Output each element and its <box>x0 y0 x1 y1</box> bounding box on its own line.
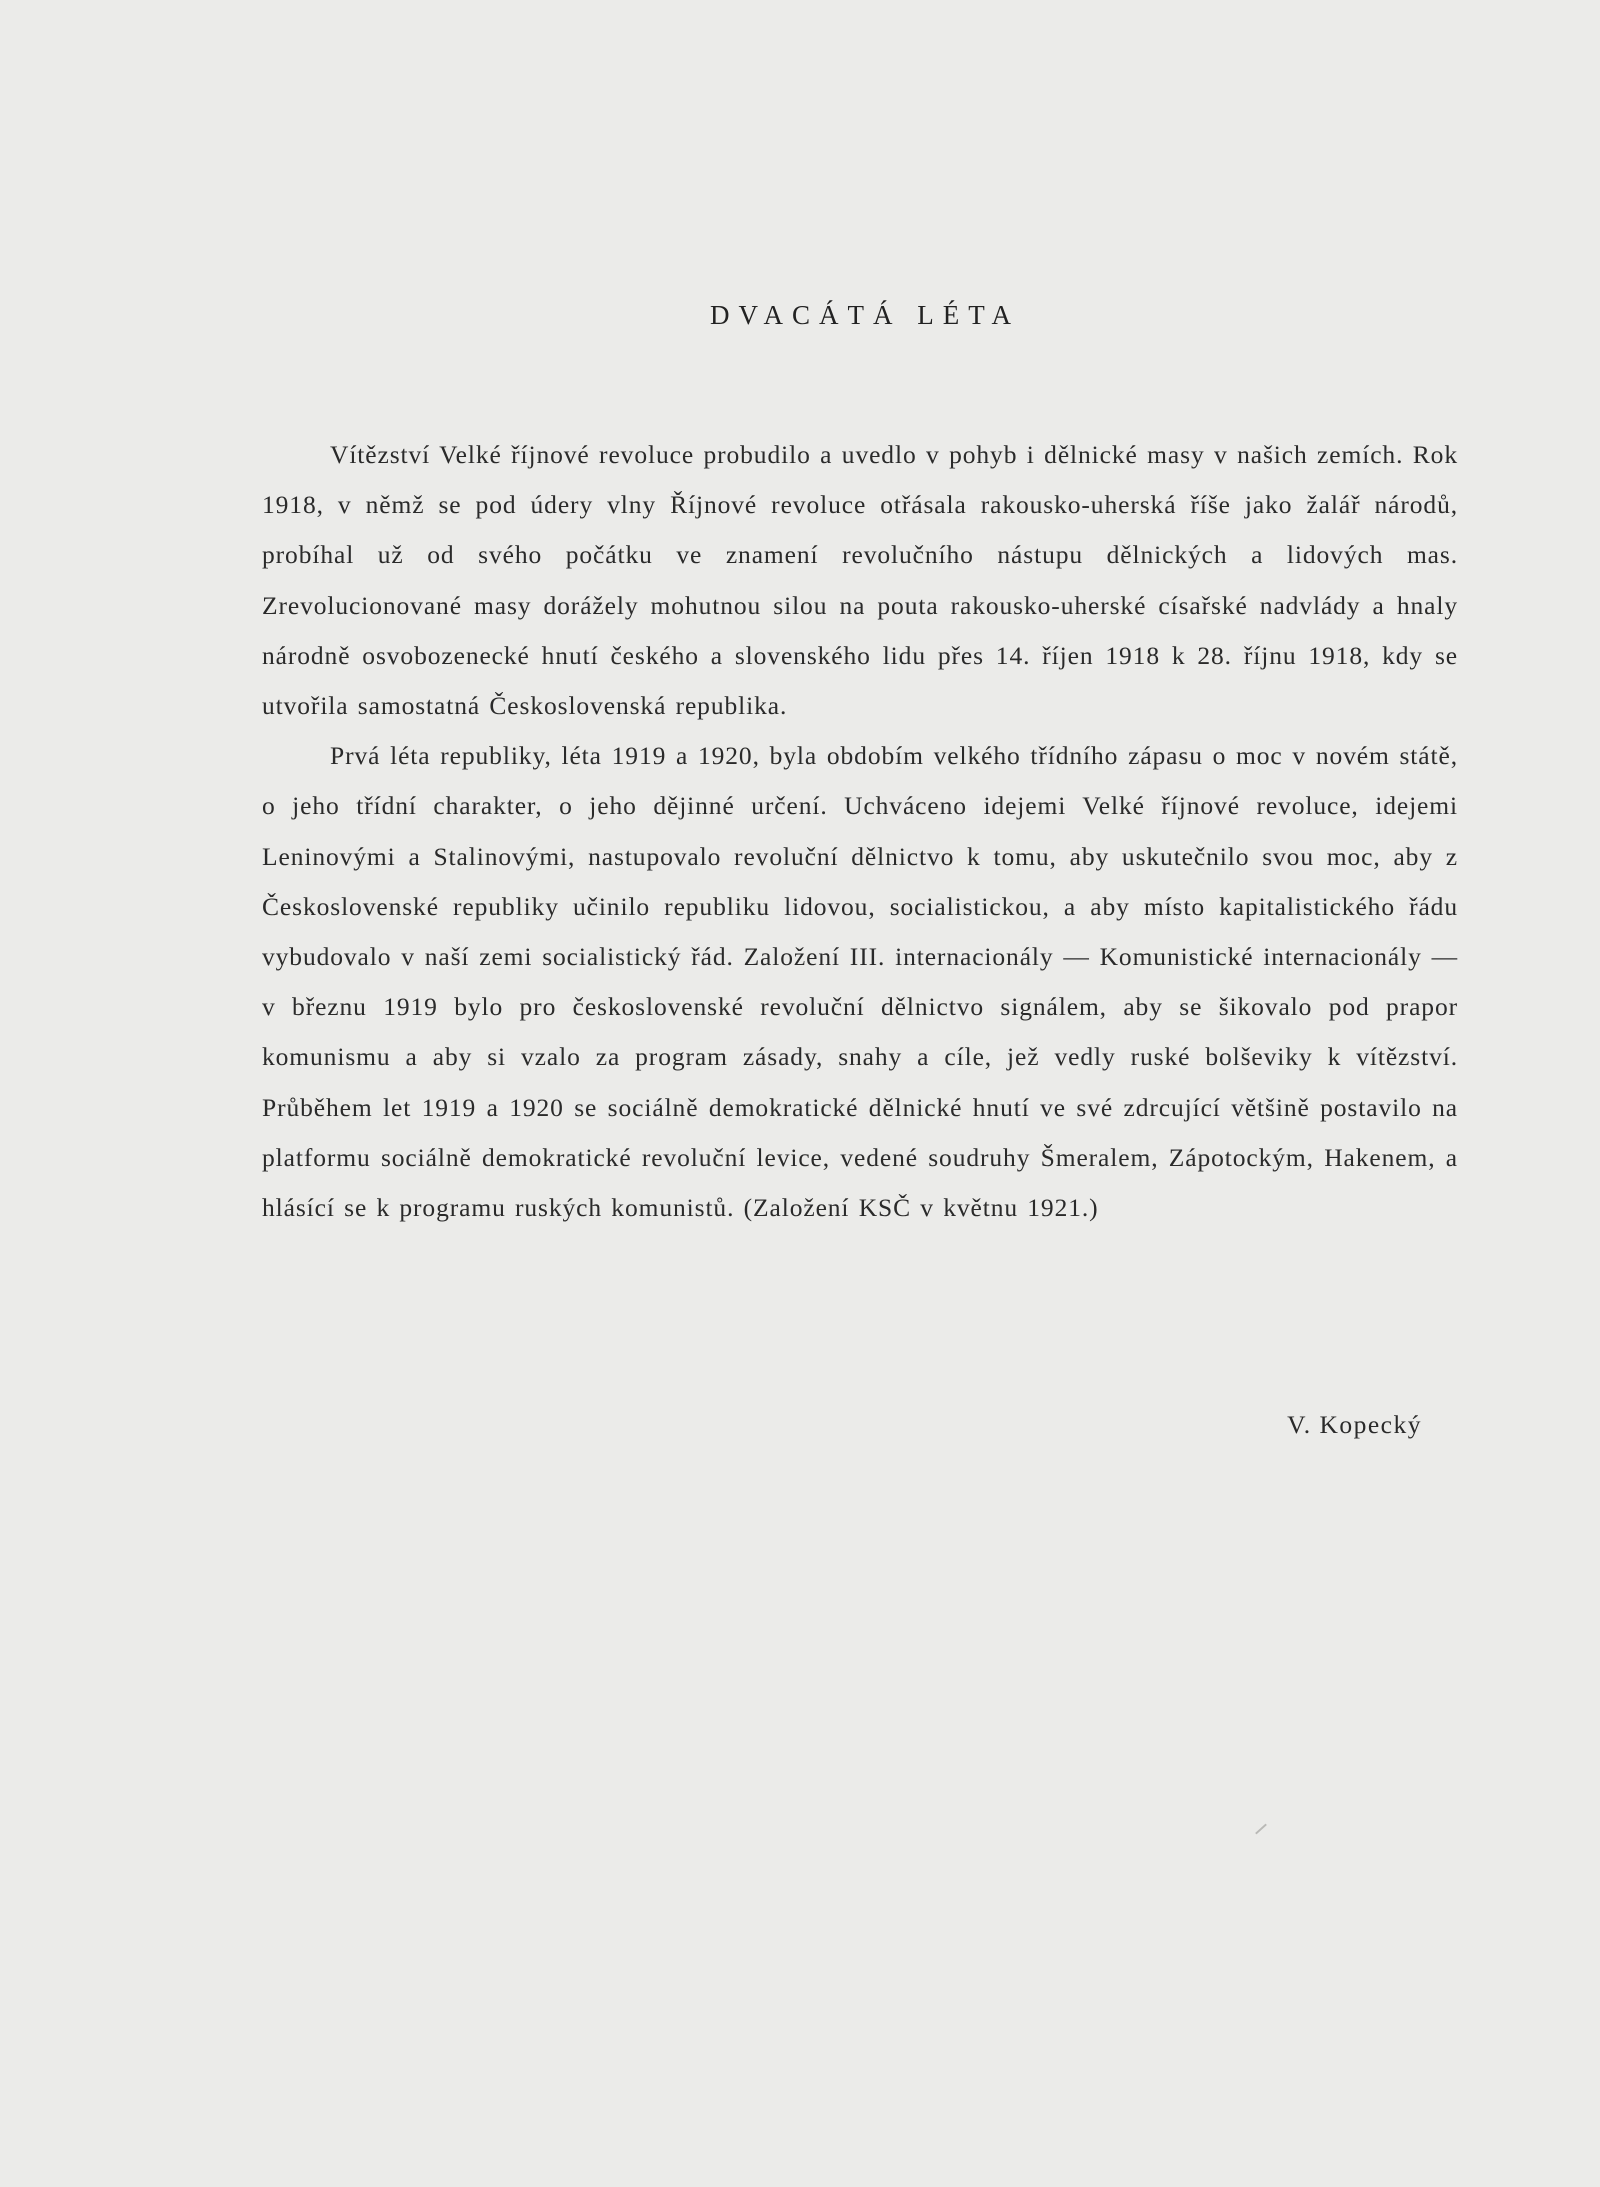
body-text <box>262 430 1458 1233</box>
paragraph-1: Vítězství Velké říjnové revoluce probudilo a uvedlo v pohyb i dělnické masy v našich zemích. Rok 1918, v němž se pod údery vlny Říjnové revoluce otřásala rakousko-uherská říše jako žalář národů, probíhal už od svého počátku ve znamení revolučního nástupu dělnických a lidových mas. Zrevolucionované masy dorážely mohutnou silou na pouta rakousko-uherské císařské nadvlády a hnaly národně osvobozenecké hnutí českého a slovenského lidu přes 14. říjen 1918 k 28. říjnu 1918, kdy se utvořila samostatná Československá republika. <box>262 440 1458 721</box>
scan-mark <box>1255 1824 1267 1835</box>
paragraph-2: Prvá léta republiky, léta 1919 a 1920, byla obdobím velkého třídního zápasu o moc v novém státě, o jeho třídní charakter, o jeho dějinné určení. Uchváceno idejemi Velké říjnové revoluce, idejemi Leninovými a Stalinovými, nastupovalo revoluční dělnictvo k tomu, aby uskutečnilo svou moc, aby z Československé republiky učinilo republiku lidovou, socialistickou, a aby místo kapitalistického řádu vybudovalo v naší zemi socialistický řád. Založení III. internacionály — Komunistické internacionály — v březnu 1919 bylo pro československé revoluční dělnictvo signálem, aby se šikovalo pod prapor komunismu a aby si vzalo za program zásady, snahy a cíle, jež vedly ruské bolševiky k vítězství. Průběhem let 1919 a 1920 se sociálně demokratické dělnické hnutí ve své zdrcující většině postavilo na platformu sociálně demokratické revoluční levice, vedené soudruhy Šmeralem, Zápotockým, Hakenem, a hlásící se k programu ruských komunistů. (Založení KSČ v květnu 1921.) <box>262 741 1458 1223</box>
page-title: DVACÁTÁ LÉTA <box>709 300 1021 330</box>
author-signature: V. Kopecký <box>1287 1410 1422 1439</box>
